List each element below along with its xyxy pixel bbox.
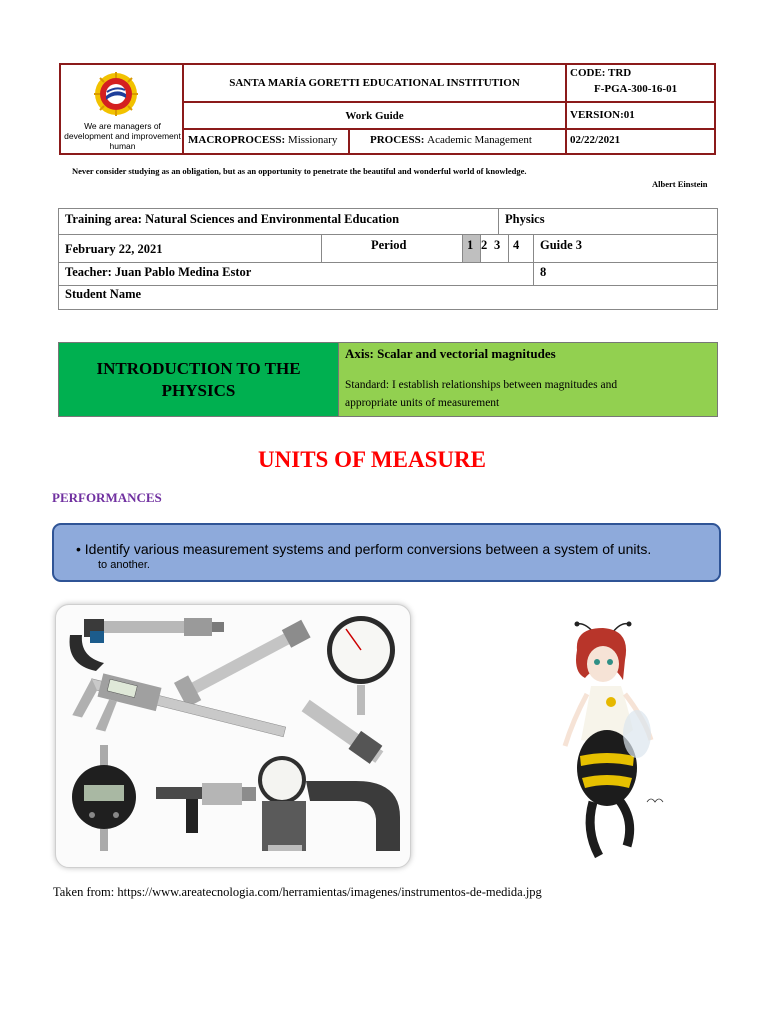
institution-name: SANTA MARÍA GORETTI EDUCATIONAL INSTITUTION	[184, 65, 567, 103]
micrometer-icon	[70, 618, 224, 671]
digital-indicator-icon	[72, 745, 136, 851]
subject-name: Physics	[499, 209, 717, 235]
standard-line-2: appropriate units of measurement	[345, 397, 500, 409]
depth-gauge-icon	[299, 696, 385, 766]
grade: 8	[534, 263, 717, 286]
code-value: F-PGA-300-16-01	[594, 83, 678, 95]
thickness-gauge-icon	[258, 756, 400, 851]
inside-micrometer-icon	[156, 783, 256, 833]
performance-box	[52, 523, 721, 582]
code-label: CODE: TRD	[570, 67, 632, 79]
teacher-name: Teacher: Juan Pablo Medina Estor	[59, 263, 534, 286]
logo-cell	[61, 65, 184, 153]
standard-text	[345, 376, 717, 412]
dial-indicator-icon	[327, 616, 395, 715]
period-3: 3	[489, 235, 509, 263]
standard-line-1: Standard: I establish relationships between magnitudes and	[345, 379, 618, 391]
unit-title: INTRODUCTION TO THE PHYSICS	[96, 358, 301, 400]
quote-author: Albert Einstein	[652, 179, 708, 189]
header-table	[59, 63, 716, 155]
measuring-instruments-image	[55, 604, 411, 868]
bee-mascot-image	[555, 620, 665, 860]
macroprocess-cell	[184, 130, 350, 153]
training-area: Training area: Natural Sciences and Environmental Education	[59, 209, 499, 235]
student-name-label: Student Name	[65, 287, 142, 301]
instruments-illustration	[56, 605, 410, 867]
axis-title: Axis: Scalar and vectorial magnitudes	[345, 346, 556, 361]
performances-heading: PERFORMANCES	[52, 490, 162, 505]
info-date: February 22, 2021	[59, 235, 322, 263]
version-label: VERSION:01	[567, 103, 714, 130]
school-logo-icon	[94, 72, 138, 116]
period-1: 1	[463, 235, 481, 263]
axis-banner	[339, 342, 718, 417]
period-4: 4	[509, 235, 534, 263]
einstein-quote: Never consider studying as an obligation, but as an opportunity to penetrate the beautiful and wonderful world of knowledge.	[72, 166, 527, 176]
macroprocess-value: Missionary	[287, 134, 338, 146]
process-cell	[350, 130, 567, 153]
macroprocess-label: MACROPROCESS:	[188, 134, 286, 146]
performance-item-line-2: to another.	[98, 559, 150, 571]
guide-number: Guide 3	[534, 235, 717, 263]
header-date: 02/22/2021	[570, 134, 621, 146]
process-value: Academic Management	[427, 134, 532, 146]
page-title: UNITS OF MEASURE	[258, 447, 486, 472]
period-2: 2	[481, 235, 489, 263]
period-label: Period	[322, 235, 463, 263]
image-source: Taken from: https://www.areatecnologia.com/herramientas/imagenes/instrumentos-de-medida.jpg	[53, 885, 542, 899]
info-table	[58, 208, 718, 310]
code-cell	[567, 65, 714, 103]
work-guide-label: Work Guide	[184, 103, 567, 130]
process-label: PROCESS:	[370, 134, 425, 146]
performance-item-line-1: • Identify various measurement systems and perform conversions between a system of units.	[76, 541, 652, 557]
mission-statement: We are managers of development and improvement human	[64, 121, 181, 151]
unit-title-banner	[58, 342, 339, 417]
